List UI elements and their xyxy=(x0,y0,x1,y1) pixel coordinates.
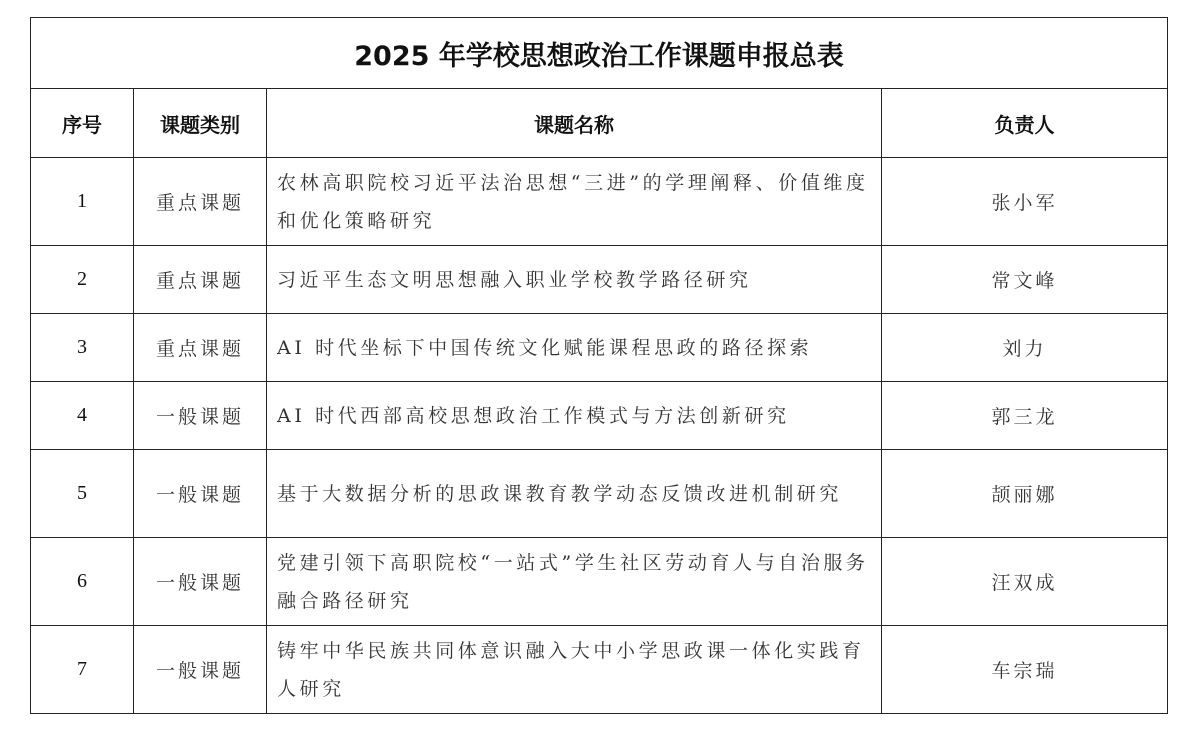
row-leader: 颉丽娜 xyxy=(882,450,1168,538)
row-index: 5 xyxy=(31,450,134,538)
row-project-name: AI 时代西部高校思想政治工作模式与方法创新研究 xyxy=(267,382,882,450)
table-row xyxy=(31,538,1168,626)
table-title: 2025 年学校思想政治工作课题申报总表 xyxy=(31,18,1168,89)
row-leader: 张小军 xyxy=(882,158,1168,246)
row-project-name: 基于大数据分析的思政课教育教学动态反馈改进机制研究 xyxy=(267,450,882,538)
header-index: 序号 xyxy=(31,89,134,158)
row-index: 7 xyxy=(31,626,134,714)
row-project-name: 习近平生态文明思想融入职业学校教学路径研究 xyxy=(267,246,882,314)
header-leader: 负责人 xyxy=(882,89,1168,158)
row-index: 1 xyxy=(31,158,134,246)
row-project-name: AI 时代坐标下中国传统文化赋能课程思政的路径探索 xyxy=(267,314,882,382)
row-leader: 郭三龙 xyxy=(882,382,1168,450)
table-row xyxy=(31,246,1168,314)
row-category: 重点课题 xyxy=(134,246,267,314)
row-leader: 车宗瑞 xyxy=(882,626,1168,714)
project-summary-table xyxy=(30,17,1168,714)
row-index: 6 xyxy=(31,538,134,626)
row-category: 一般课题 xyxy=(134,450,267,538)
table-row xyxy=(31,450,1168,538)
table-row xyxy=(31,158,1168,246)
row-category: 一般课题 xyxy=(134,538,267,626)
header-row xyxy=(31,89,1168,158)
row-project-name: 农林高职院校习近平法治思想“三进”的学理阐释、价值维度和优化策略研究 xyxy=(267,158,882,246)
row-category: 重点课题 xyxy=(134,158,267,246)
row-category: 一般课题 xyxy=(134,382,267,450)
header-name: 课题名称 xyxy=(267,89,882,158)
table-row xyxy=(31,314,1168,382)
row-category: 一般课题 xyxy=(134,626,267,714)
row-project-name: 铸牢中华民族共同体意识融入大中小学思政课一体化实践育人研究 xyxy=(267,626,882,714)
row-leader: 常文峰 xyxy=(882,246,1168,314)
row-index: 4 xyxy=(31,382,134,450)
row-project-name: 党建引领下高职院校“一站式”学生社区劳动育人与自治服务融合路径研究 xyxy=(267,538,882,626)
table-row xyxy=(31,382,1168,450)
row-leader: 汪双成 xyxy=(882,538,1168,626)
row-index: 3 xyxy=(31,314,134,382)
title-row xyxy=(31,18,1168,89)
row-category: 重点课题 xyxy=(134,314,267,382)
row-leader: 刘力 xyxy=(882,314,1168,382)
table-row xyxy=(31,626,1168,714)
header-category: 课题类别 xyxy=(134,89,267,158)
row-index: 2 xyxy=(31,246,134,314)
